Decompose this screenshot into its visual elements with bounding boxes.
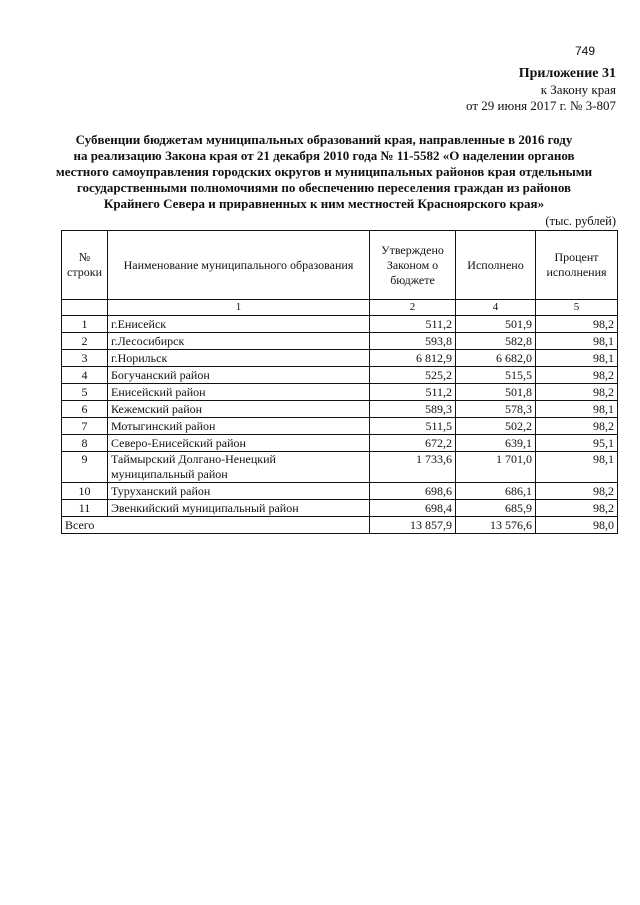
table-row: [62, 452, 618, 483]
appendix-title: Приложение 31: [518, 66, 616, 81]
execution-percent: 98,2: [536, 500, 618, 517]
approved-amount: 511,2: [370, 384, 456, 401]
row-number: 9: [62, 452, 108, 483]
total-approved: 13 857,9: [370, 517, 456, 534]
table-header-row: [62, 231, 618, 300]
approved-amount: 1 733,6: [370, 452, 456, 483]
municipality-name: Мотыгинский район: [108, 418, 370, 435]
appendix-law-date: от 29 июня 2017 г. № 3-807: [466, 98, 616, 113]
execution-percent: 98,2: [536, 418, 618, 435]
executed-amount: 639,1: [456, 435, 536, 452]
colnum-5: 5: [536, 300, 618, 316]
table-row: [62, 435, 618, 452]
title-line-4: государственными полномочиями по обеспечению переселения граждан из районов: [76, 180, 572, 195]
title-line-3: местного самоуправления городских округов и муниципальных районов края отдельными: [55, 164, 593, 179]
row-number: 8: [62, 435, 108, 452]
table-row: [62, 384, 618, 401]
row-number: 3: [62, 350, 108, 367]
execution-percent: 98,1: [536, 401, 618, 418]
execution-percent: 98,2: [536, 367, 618, 384]
approved-amount: 698,4: [370, 500, 456, 517]
executed-amount: 515,5: [456, 367, 536, 384]
approved-amount: 698,6: [370, 483, 456, 500]
executed-amount: 686,1: [456, 483, 536, 500]
execution-percent: 98,2: [536, 316, 618, 333]
municipality-name-line-1: Таймырский Долгано-Ненецкий: [111, 452, 276, 466]
column-numbers-row: [62, 300, 618, 316]
approved-amount: 511,2: [370, 316, 456, 333]
colnum-2: 2: [370, 300, 456, 316]
table-row: [62, 401, 618, 418]
execution-percent: 98,1: [536, 452, 618, 483]
row-number: 4: [62, 367, 108, 384]
page-number: 749: [575, 44, 596, 58]
appendix-law-ref: к Закону края: [540, 82, 616, 97]
colnum-blank: [62, 300, 108, 316]
approved-amount: 672,2: [370, 435, 456, 452]
execution-percent: 98,2: [536, 483, 618, 500]
execution-percent: 95,1: [536, 435, 618, 452]
executed-amount: 1 701,0: [456, 452, 536, 483]
municipality-name: Енисейский район: [108, 384, 370, 401]
total-executed: 13 576,6: [456, 517, 536, 534]
appendix-block: [466, 66, 616, 114]
header-approved: Утверждено Законом о бюджете: [370, 231, 456, 300]
total-percent: 98,0: [536, 517, 618, 534]
title-line-5: Крайнего Севера и приравненных к ним местностей Красноярского края»: [103, 196, 545, 211]
units-note: (тыс. рублей): [545, 214, 616, 228]
executed-amount: 6 682,0: [456, 350, 536, 367]
subventions-table: [61, 230, 618, 534]
execution-percent: 98,1: [536, 350, 618, 367]
document-title: [40, 132, 608, 212]
executed-amount: 501,8: [456, 384, 536, 401]
table-row: [62, 350, 618, 367]
approved-amount: 6 812,9: [370, 350, 456, 367]
table-row: [62, 418, 618, 435]
row-number: 6: [62, 401, 108, 418]
executed-amount: 685,9: [456, 500, 536, 517]
title-line-2: на реализацию Закона края от 21 декабря 2010 года № 11-5582 «О наделении органов: [73, 148, 575, 163]
header-municipality-name: Наименование муниципального образования: [108, 231, 370, 300]
header-row-number: № строки: [62, 231, 108, 300]
municipality-name: г.Лесосибирск: [108, 333, 370, 350]
municipality-name-line-2: муниципальный район: [111, 467, 228, 481]
municipality-name: Богучанский район: [108, 367, 370, 384]
table-row: [62, 316, 618, 333]
total-label: Всего: [62, 517, 370, 534]
municipality-name: г.Енисейск: [108, 316, 370, 333]
title-line-1: Субвенции бюджетам муниципальных образований края, направленные в 2016 году: [75, 132, 573, 147]
executed-amount: 501,9: [456, 316, 536, 333]
row-number: 11: [62, 500, 108, 517]
row-number: 5: [62, 384, 108, 401]
executed-amount: 578,3: [456, 401, 536, 418]
table-row: [62, 500, 618, 517]
total-row: [62, 517, 618, 534]
executed-amount: 502,2: [456, 418, 536, 435]
approved-amount: 593,8: [370, 333, 456, 350]
municipality-name: [108, 452, 370, 483]
row-number: 1: [62, 316, 108, 333]
table-row: [62, 367, 618, 384]
approved-amount: 525,2: [370, 367, 456, 384]
executed-amount: 582,8: [456, 333, 536, 350]
row-number: 10: [62, 483, 108, 500]
row-number: 2: [62, 333, 108, 350]
municipality-name: Кежемский район: [108, 401, 370, 418]
municipality-name: Туруханский район: [108, 483, 370, 500]
municipality-name: Северо-Енисейский район: [108, 435, 370, 452]
execution-percent: 98,2: [536, 384, 618, 401]
municipality-name: г.Норильск: [108, 350, 370, 367]
colnum-1: 1: [108, 300, 370, 316]
colnum-4: 4: [456, 300, 536, 316]
municipality-name: Эвенкийский муниципальный район: [108, 500, 370, 517]
header-executed: Исполнено: [456, 231, 536, 300]
execution-percent: 98,1: [536, 333, 618, 350]
approved-amount: 511,5: [370, 418, 456, 435]
row-number: 7: [62, 418, 108, 435]
approved-amount: 589,3: [370, 401, 456, 418]
table-row: [62, 333, 618, 350]
table-row: [62, 483, 618, 500]
header-percent: Процент исполнения: [536, 231, 618, 300]
